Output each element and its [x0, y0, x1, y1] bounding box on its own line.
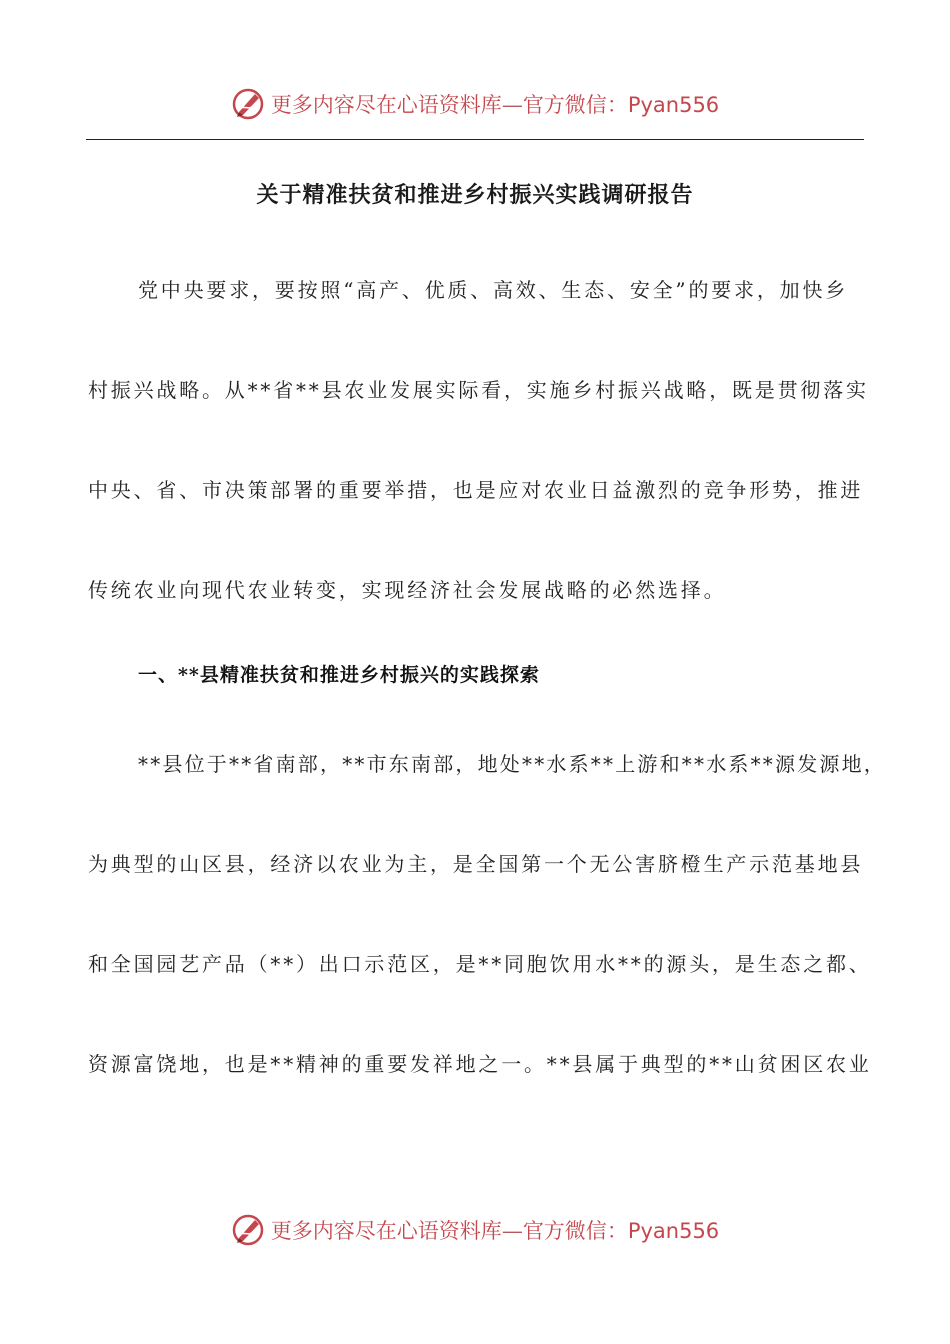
banner-wechat-id: Pyan556 [627, 93, 720, 117]
footer-separator: ： [606, 1219, 628, 1243]
paragraph-1-line-2: 村振兴战略。从**省**县农业发展实际看，实施乡村振兴战略，既是贯彻落实 [88, 378, 869, 402]
footer-official: 官方微信 [522, 1219, 607, 1243]
pen-logo-icon [231, 1212, 267, 1248]
footer-brand: 更多内容尽在心语资料库 [270, 1219, 502, 1243]
footer-dash: — [501, 1219, 523, 1243]
header-banner [0, 84, 950, 124]
paragraph-2-line-1: **县位于**省南部，**市东南部，地处**水系**上游和**水系**源发源地， [138, 752, 886, 776]
paragraph-1-line-1: 党中央要求，要按照“高产、优质、高效、生态、安全”的要求，加快乡 [138, 278, 849, 302]
banner-separator: ： [606, 93, 628, 117]
paragraph-1-line-4: 传统农业向现代农业转变，实现经济社会发展战略的必然选择。 [88, 578, 727, 602]
banner-brand: 更多内容尽在心语资料库 [270, 93, 502, 117]
banner-official: 官方微信 [522, 93, 607, 117]
section-heading: 一、**县精准扶贫和推进乡村振兴的实践探索 [138, 664, 540, 686]
footer-banner [0, 1210, 950, 1250]
pen-logo-icon [231, 86, 267, 122]
banner-dash: — [501, 93, 523, 117]
paragraph-1-line-3: 中央、省、市决策部署的重要举措，也是应对农业日益激烈的竞争形势，推进 [88, 478, 864, 502]
paragraph-2-line-4: 资源富饶地，也是**精神的重要发祥地之一。**县属于典型的**山贫困区农业 [88, 1052, 872, 1076]
footer-wechat-id: Pyan556 [627, 1219, 720, 1243]
paragraph-2-line-3: 和全国园艺产品（**）出口示范区，是**同胞饮用水**的源头，是生态之都、 [88, 952, 872, 976]
paragraph-2-line-2: 为典型的山区县，经济以农业为主，是全国第一个无公害脐橙生产示范基地县 [88, 852, 864, 876]
document-title: 关于精准扶贫和推进乡村振兴实践调研报告 [256, 182, 694, 208]
header-divider [86, 139, 864, 140]
